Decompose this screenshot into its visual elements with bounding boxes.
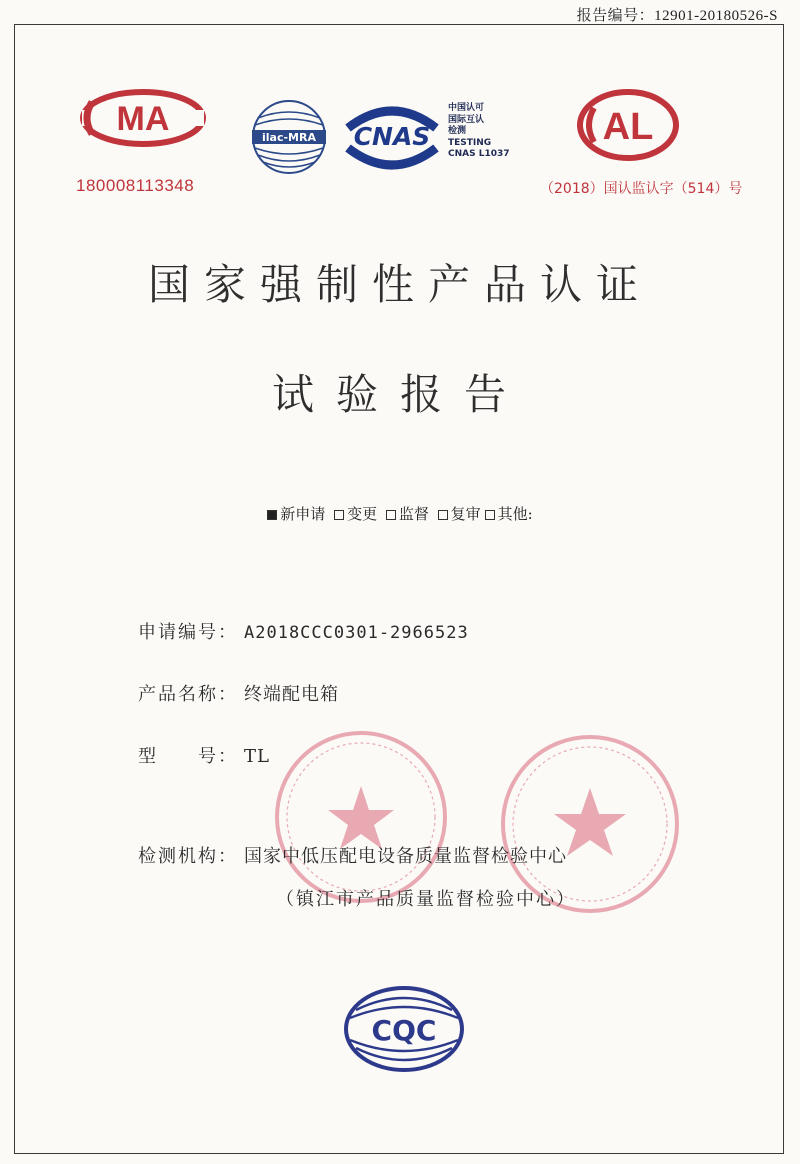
testing-agency-field <box>138 842 567 868</box>
checkbox-checked <box>267 510 277 520</box>
cnas-line: 中国认可 <box>448 103 485 113</box>
cma-code: 180008113348 <box>76 176 195 195</box>
ilac-text: ilac-MRA <box>262 131 316 144</box>
testing-agency-value: 国家中低压配电设备质量监督检验中心 <box>244 846 567 867</box>
product-name-value: 终端配电箱 <box>244 684 339 705</box>
cnas-line: TESTING <box>448 137 492 148</box>
option-change: 变更 <box>334 503 377 524</box>
document-subtitle: 试验报告 <box>271 370 528 419</box>
cnas-logo-icon <box>340 100 444 174</box>
cma-logo-icon <box>78 88 208 148</box>
ilac-mra-logo-icon <box>248 98 330 176</box>
field-label: 型 号： <box>138 746 238 767</box>
report-number: 报告编号：12901-20180526-S <box>576 8 778 24</box>
testing-agency-alias: （镇江市产品质量监督检验中心） <box>276 889 576 910</box>
svg-text:AL: AL <box>602 106 654 148</box>
cnas-line: 国际互认 <box>448 114 485 125</box>
document-title: 国家强制性产品认证 <box>147 260 652 309</box>
option-supervision: 监督 <box>386 503 429 524</box>
official-seal-icon <box>272 728 450 906</box>
option-other: 其他: <box>485 503 533 524</box>
cqc-logo-icon <box>342 984 466 1074</box>
field-label: 产品名称： <box>138 684 238 705</box>
cnas-line: 检测 <box>448 126 467 136</box>
model-value: TL <box>244 746 270 767</box>
model-field <box>138 742 270 768</box>
application-number-field <box>138 618 469 644</box>
application-type-options <box>0 503 800 524</box>
application-number-value: A2018CCC0301-2966523 <box>244 623 469 643</box>
field-label: 检测机构： <box>138 846 238 867</box>
product-name-field <box>138 680 339 706</box>
checkbox <box>386 510 396 520</box>
checkbox <box>485 510 495 520</box>
cnas-line: CNAS L1037 <box>448 149 510 159</box>
cnas-text-mark: CNAS <box>353 122 431 151</box>
cal-logo-icon <box>576 88 680 162</box>
option-review: 复审 <box>438 503 481 524</box>
cnas-accreditation-text <box>448 103 510 161</box>
checkbox <box>334 510 344 520</box>
checkbox <box>438 510 448 520</box>
svg-text:MA: MA <box>116 100 170 138</box>
field-label: 申请编号： <box>138 622 238 643</box>
cqc-text: CQC <box>371 1014 437 1047</box>
option-new-application: 新申请 <box>267 503 325 524</box>
cal-code: （2018）国认监认字（514）号 <box>540 181 743 197</box>
